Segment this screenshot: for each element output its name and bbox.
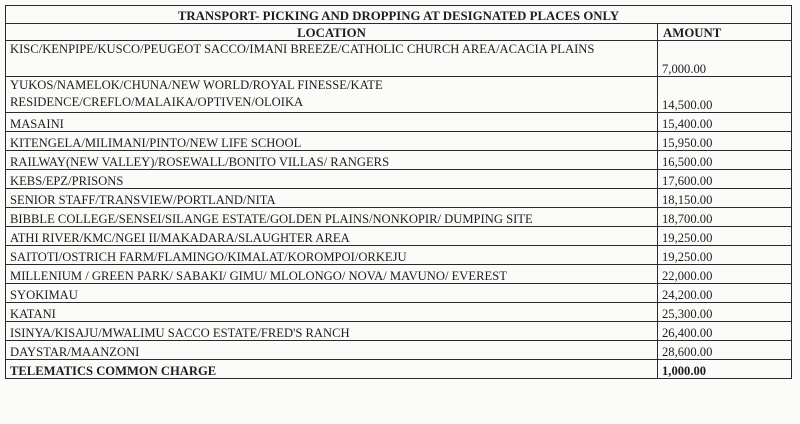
- table-row: [6, 170, 792, 189]
- amount-cell: 19,250.00: [658, 246, 792, 265]
- location-cell: MASAINI: [6, 113, 658, 132]
- table-header-row: [6, 24, 792, 41]
- table-row: [6, 113, 792, 132]
- amount-cell: 19,250.00: [658, 227, 792, 246]
- amount-cell: 1,000.00: [658, 360, 792, 379]
- amount-cell: 7,000.00: [658, 41, 792, 77]
- table-row: [6, 77, 792, 113]
- table-row: [6, 41, 792, 77]
- location-cell: MILLENIUM / GREEN PARK/ SABAKI/ GIMU/ MLOLONGO/ NOVA/ MAVUNO/ EVEREST: [6, 265, 658, 284]
- amount-cell: 15,400.00: [658, 113, 792, 132]
- amount-cell: 24,200.00: [658, 284, 792, 303]
- amount-column-header: AMOUNT: [658, 24, 792, 41]
- table-row-telematics: [6, 360, 792, 379]
- location-cell: YUKOS/NAMELOK/CHUNA/NEW WORLD/ROYAL FINESSE/KATE RESIDENCE/CREFLO/MALAIKA/OPTIVEN/OLOIKA: [6, 77, 658, 113]
- table-row: [6, 322, 792, 341]
- table-row: [6, 227, 792, 246]
- table-title: TRANSPORT- PICKING AND DROPPING AT DESIGNATED PLACES ONLY: [6, 6, 792, 24]
- table-row: [6, 132, 792, 151]
- location-cell: KEBS/EPZ/PRISONS: [6, 170, 658, 189]
- amount-cell: 14,500.00: [658, 77, 792, 113]
- amount-cell: 26,400.00: [658, 322, 792, 341]
- amount-cell: 25,300.00: [658, 303, 792, 322]
- location-cell: KATANI: [6, 303, 658, 322]
- table-row: [6, 303, 792, 322]
- table-row: [6, 189, 792, 208]
- transport-fees-table: [5, 5, 792, 379]
- amount-cell: 18,150.00: [658, 189, 792, 208]
- amount-cell: 22,000.00: [658, 265, 792, 284]
- location-cell: RAILWAY(NEW VALLEY)/ROSEWALL/BONITO VILLAS/ RANGERS: [6, 151, 658, 170]
- amount-cell: 16,500.00: [658, 151, 792, 170]
- location-cell: SYOKIMAU: [6, 284, 658, 303]
- table-row: [6, 208, 792, 227]
- table-title-row: [6, 6, 792, 24]
- table-row: [6, 246, 792, 265]
- table-row: [6, 151, 792, 170]
- table-row: [6, 341, 792, 360]
- location-cell: SENIOR STAFF/TRANSVIEW/PORTLAND/NITA: [6, 189, 658, 208]
- amount-cell: 18,700.00: [658, 208, 792, 227]
- amount-cell: 28,600.00: [658, 341, 792, 360]
- location-cell: DAYSTAR/MAANZONI: [6, 341, 658, 360]
- table-row: [6, 265, 792, 284]
- location-cell: BIBBLE COLLEGE/SENSEI/SILANGE ESTATE/GOLDEN PLAINS/NONKOPIR/ DUMPING SITE: [6, 208, 658, 227]
- location-cell: KITENGELA/MILIMANI/PINTO/NEW LIFE SCHOOL: [6, 132, 658, 151]
- amount-cell: 15,950.00: [658, 132, 792, 151]
- location-column-header: LOCATION: [6, 24, 658, 41]
- location-cell: TELEMATICS COMMON CHARGE: [6, 360, 658, 379]
- amount-cell: 17,600.00: [658, 170, 792, 189]
- location-cell: KISC/KENPIPE/KUSCO/PEUGEOT SACCO/IMANI BREEZE/CATHOLIC CHURCH AREA/ACACIA PLAINS: [6, 41, 658, 77]
- table-row: [6, 284, 792, 303]
- location-cell: ISINYA/KISAJU/MWALIMU SACCO ESTATE/FRED'S RANCH: [6, 322, 658, 341]
- location-cell: SAITOTI/OSTRICH FARM/FLAMINGO/KIMALAT/KOROMPOI/ORKEJU: [6, 246, 658, 265]
- location-cell: ATHI RIVER/KMC/NGEI II/MAKADARA/SLAUGHTER AREA: [6, 227, 658, 246]
